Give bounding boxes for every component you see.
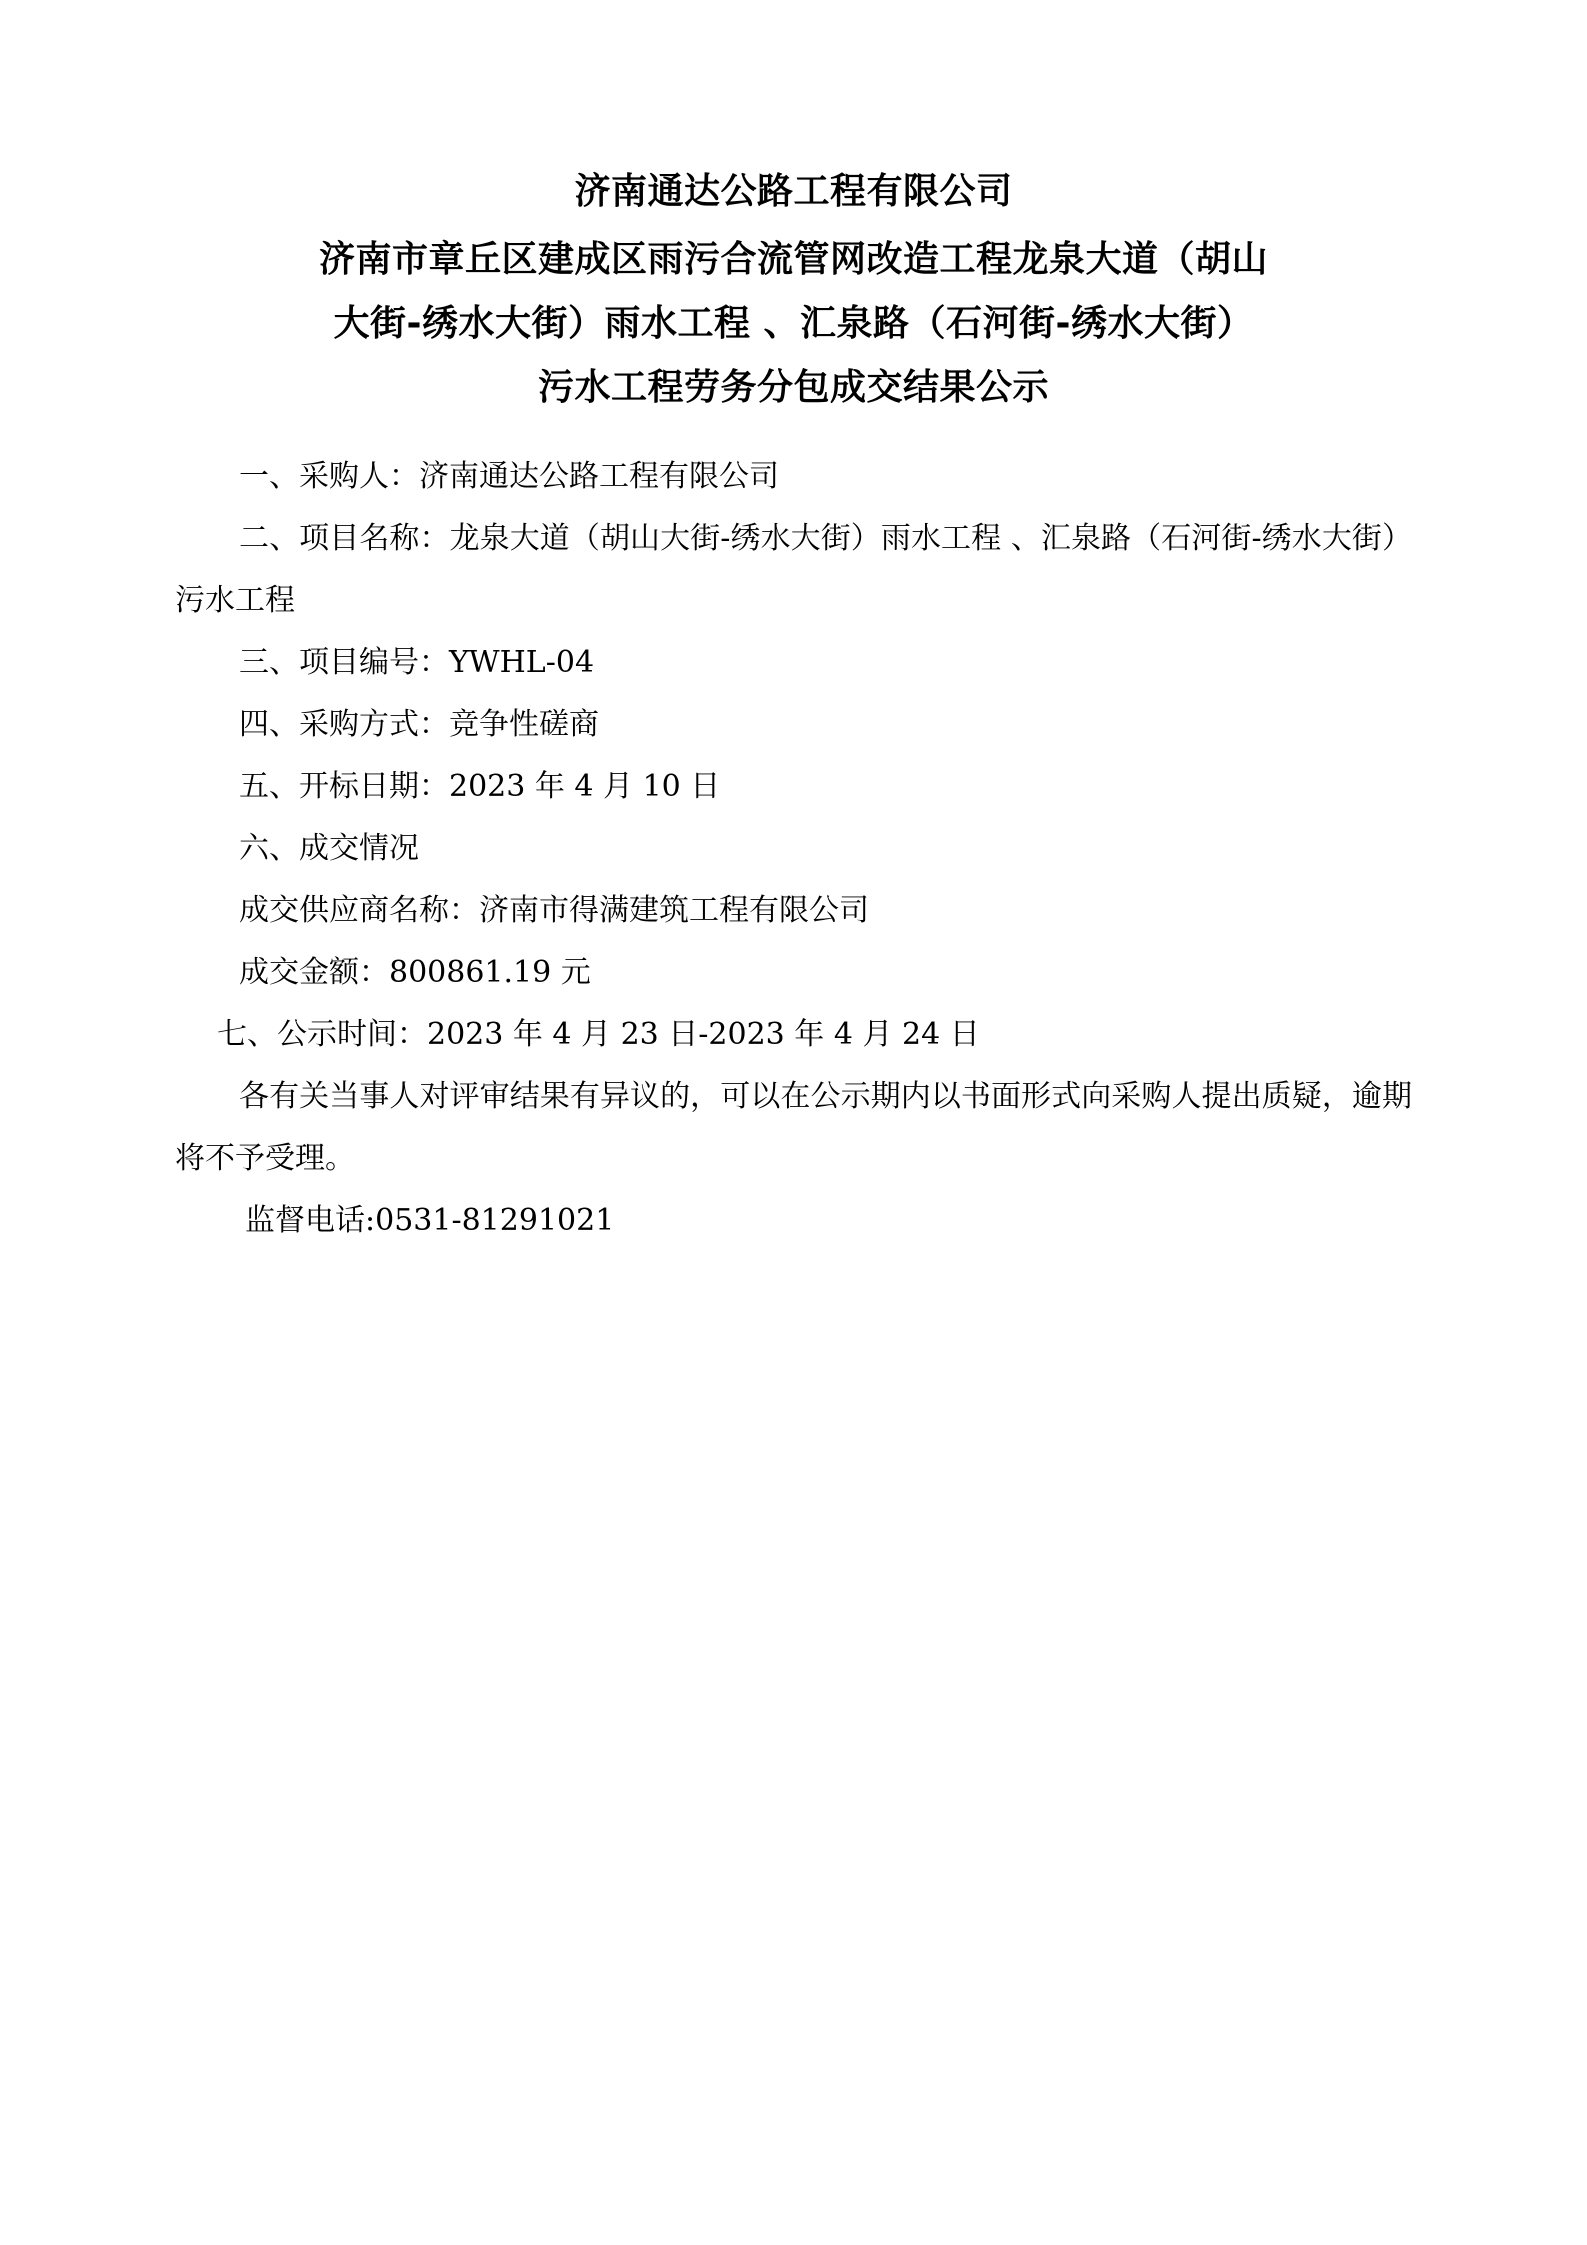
document-title xyxy=(175,228,1412,420)
item-project-name: 二、项目名称：龙泉大道（胡山大街-绣水大街）雨水工程 、汇泉路（石河街-绣水大街）污水工程 xyxy=(175,521,1412,618)
company-header: 济南通达公路工程有限公司 xyxy=(574,171,1013,212)
result-amount: 成交金额：800861.19 元 xyxy=(239,955,591,990)
item-bid-opening-date: 五、开标日期：2023 年 4 月 10 日 xyxy=(239,769,721,804)
item-result-heading: 六、成交情况 xyxy=(239,831,419,866)
document-body xyxy=(175,446,1412,1252)
item-purchaser: 一、采购人：济南通达公路工程有限公司 xyxy=(239,459,779,494)
document-title-line-1: 济南市章丘区建成区雨污合流管网改造工程龙泉大道（胡山 xyxy=(318,239,1268,280)
document-title-line-2: 大街-绣水大街）雨水工程 、汇泉路（石河街-绣水大街） xyxy=(333,303,1254,344)
result-supplier: 成交供应商名称：济南市得满建筑工程有限公司 xyxy=(239,893,869,928)
item-project-number: 三、项目编号：YWHL-04 xyxy=(239,645,595,680)
notice-paragraph: 各有关当事人对评审结果有异议的，可以在公示期内以书面形式向采购人提出质疑，逾期将不予受理。 xyxy=(175,1079,1412,1176)
item-publicity-period: 七、公示时间：2023 年 4 月 23 日-2023 年 4 月 24 日 xyxy=(217,1017,980,1052)
supervision-phone: 监督电话:0531-81291021 xyxy=(245,1203,615,1238)
document-title-line-3: 污水工程劳务分包成交结果公示 xyxy=(537,367,1049,408)
item-procurement-method: 四、采购方式：竞争性磋商 xyxy=(239,707,599,742)
